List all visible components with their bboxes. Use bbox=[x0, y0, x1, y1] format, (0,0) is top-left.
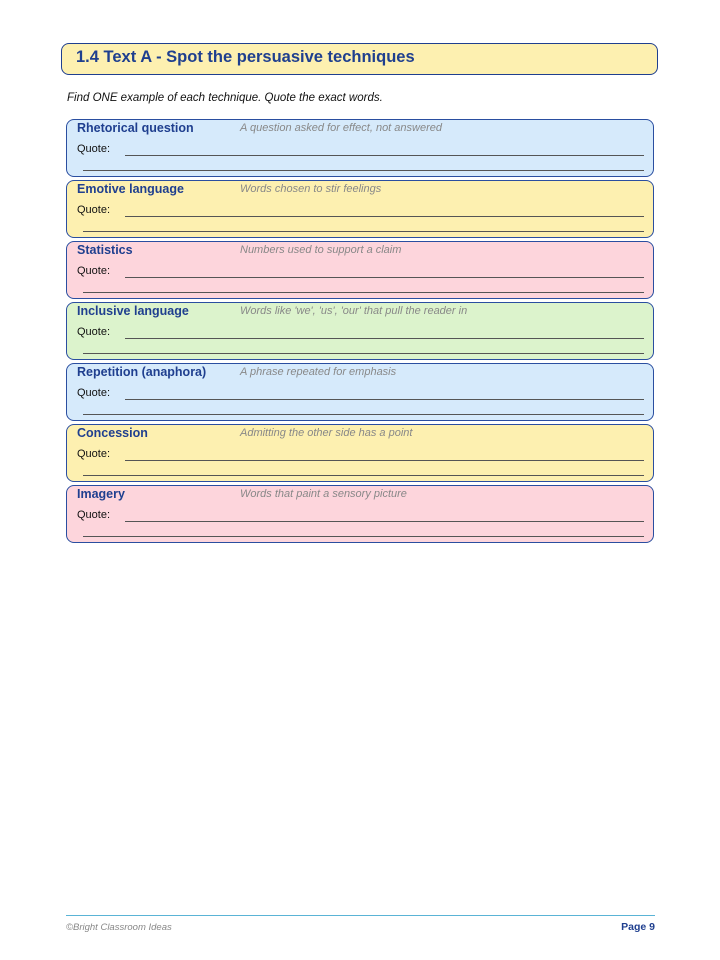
technique-name: Inclusive language bbox=[77, 304, 189, 318]
quote-answer-line[interactable] bbox=[83, 414, 644, 415]
quote-label: Quote: bbox=[77, 326, 111, 338]
technique-name: Statistics bbox=[77, 243, 133, 257]
quote-label: Quote: bbox=[77, 387, 111, 399]
page-title: 1.4 Text A - Spot the persuasive techniques bbox=[76, 48, 415, 66]
quote-label: Quote: bbox=[77, 448, 111, 460]
technique-card-rhetorical-question bbox=[66, 119, 654, 177]
quote-answer-line[interactable] bbox=[83, 475, 644, 476]
footer-divider bbox=[66, 915, 655, 916]
technique-card-statistics bbox=[66, 241, 654, 299]
quote-label: Quote: bbox=[77, 143, 111, 155]
page-number: Page 9 bbox=[621, 921, 655, 933]
quote-answer-line[interactable] bbox=[125, 399, 644, 400]
quote-answer-line[interactable] bbox=[125, 155, 644, 156]
technique-card-concession bbox=[66, 424, 654, 482]
technique-name: Repetition (anaphora) bbox=[77, 365, 207, 379]
quote-label: Quote: bbox=[77, 509, 111, 521]
technique-card-repetition bbox=[66, 363, 654, 421]
quote-answer-line[interactable] bbox=[125, 277, 644, 278]
technique-description: A phrase repeated for emphasis bbox=[240, 366, 397, 378]
technique-card-emotive-language bbox=[66, 180, 654, 238]
technique-description: A question asked for effect, not answered bbox=[240, 122, 442, 134]
title-banner bbox=[61, 43, 658, 75]
quote-answer-line[interactable] bbox=[83, 170, 644, 171]
quote-answer-line[interactable] bbox=[125, 460, 644, 461]
quote-answer-line[interactable] bbox=[125, 216, 644, 217]
quote-answer-line[interactable] bbox=[125, 338, 644, 339]
technique-name: Concession bbox=[77, 426, 148, 440]
quote-label: Quote: bbox=[77, 204, 111, 216]
technique-description: Admitting the other side has a point bbox=[240, 427, 413, 439]
technique-name: Imagery bbox=[77, 487, 125, 501]
technique-description: Words chosen to stir feelings bbox=[240, 183, 382, 195]
technique-description: Words like 'we', 'us', 'our' that pull the reader in bbox=[240, 305, 468, 317]
technique-card-inclusive-language bbox=[66, 302, 654, 360]
technique-name: Rhetorical question bbox=[77, 121, 194, 135]
footer-copyright: ©Bright Classroom Ideas bbox=[66, 922, 172, 933]
quote-label: Quote: bbox=[77, 265, 111, 277]
technique-card-imagery bbox=[66, 485, 654, 543]
technique-name: Emotive language bbox=[77, 182, 184, 196]
instructions-text: Find ONE example of each technique. Quote the exact words. bbox=[67, 92, 383, 104]
technique-description: Words that paint a sensory picture bbox=[240, 488, 407, 500]
quote-answer-line[interactable] bbox=[83, 353, 644, 354]
quote-answer-line[interactable] bbox=[83, 231, 644, 232]
quote-answer-line[interactable] bbox=[83, 292, 644, 293]
quote-answer-line[interactable] bbox=[125, 521, 644, 522]
technique-description: Numbers used to support a claim bbox=[240, 244, 402, 256]
quote-answer-line[interactable] bbox=[83, 536, 644, 537]
